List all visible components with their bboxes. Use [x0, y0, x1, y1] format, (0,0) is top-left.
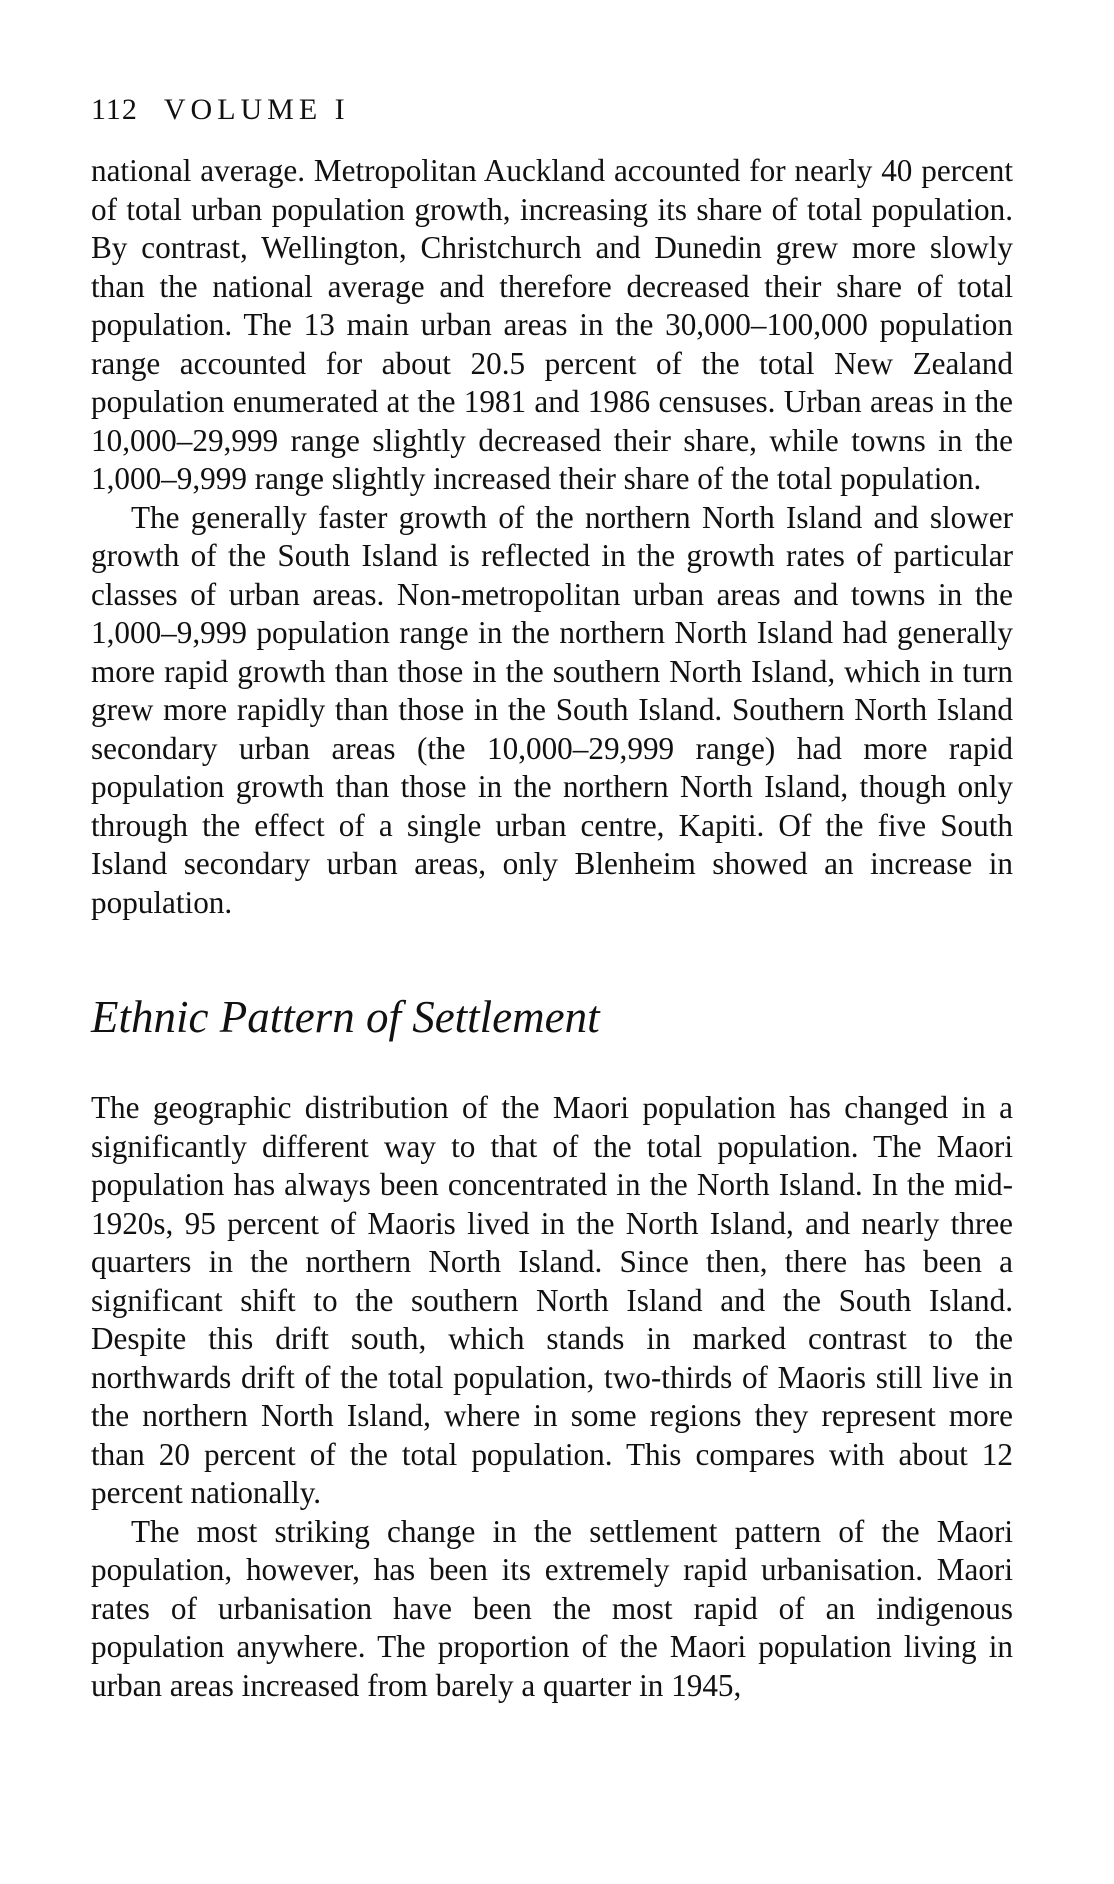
paragraph-maori-urbanisation: The most striking change in the settlement pattern of the Maori population, however, has been its extremely rapid urbanisation. Maori rates of urbanisation have been the most rapid of an indigenous population anywhere. The proportion of the Maori population living in urban areas increased from barely a quarter in 1945, [91, 1513, 1013, 1703]
running-head [91, 90, 1013, 130]
paragraph-continued: national average. Metropolitan Auckland accounted for nearly 40 percent of total urban population growth, increasing its share of total population. By contrast, Wellington, Christchurch and Dunedin grew more slowly than the national average and therefore decreased their share of total population. The 13 main urban areas in the 30,000–100,000 population range accounted for about 20.5 percent of the total New Zealand population enumerated at the 1981 and 1986 censuses. Urban areas in the 10,000–29,999 range slightly decreased their share, while towns in the 1,000–9,999 range slightly increased their share of the total population. [91, 153, 1013, 496]
book-page [91, 90, 1013, 1705]
section-heading: Ethnic Pattern of Settlement [91, 992, 600, 1042]
page-number: 112 [91, 93, 138, 126]
running-title: VOLUME I [163, 93, 350, 126]
paragraph-maori-distribution: The geographic distribution of the Maori population has changed in a significantly different way to that of the total population. The Maori population has always been concentrated in the North Island. In the mid-1920s, 95 percent of Maoris lived in the North Island, and nearly three quarters in the northern North Island. Since then, there has been a significant shift to the southern North Island and the South Island. Despite this drift south, which stands in marked contrast to the northwards drift of the total population, two-thirds of Maoris still live in the northern North Island, where in some regions they represent more than 20 percent of the total population. This compares with about 12 percent nationally. [91, 1090, 1013, 1510]
paragraph-urban-growth: The generally faster growth of the northern North Island and slower growth of the South Island is reflected in the growth rates of particular classes of urban areas. Non-metropolitan urban areas and towns in the 1,000–9,999 population range in the northern North Island had generally more rapid growth than those in the southern North Island, which in turn grew more rapidly than those in the South Island. Southern North Island secondary urban areas (the 10,000–29,999 range) had more rapid population growth than those in the northern North Island, though only through the effect of a single urban centre, Kapiti. Of the five South Island secondary urban areas, only Blenheim showed an increase in population. [91, 499, 1013, 920]
